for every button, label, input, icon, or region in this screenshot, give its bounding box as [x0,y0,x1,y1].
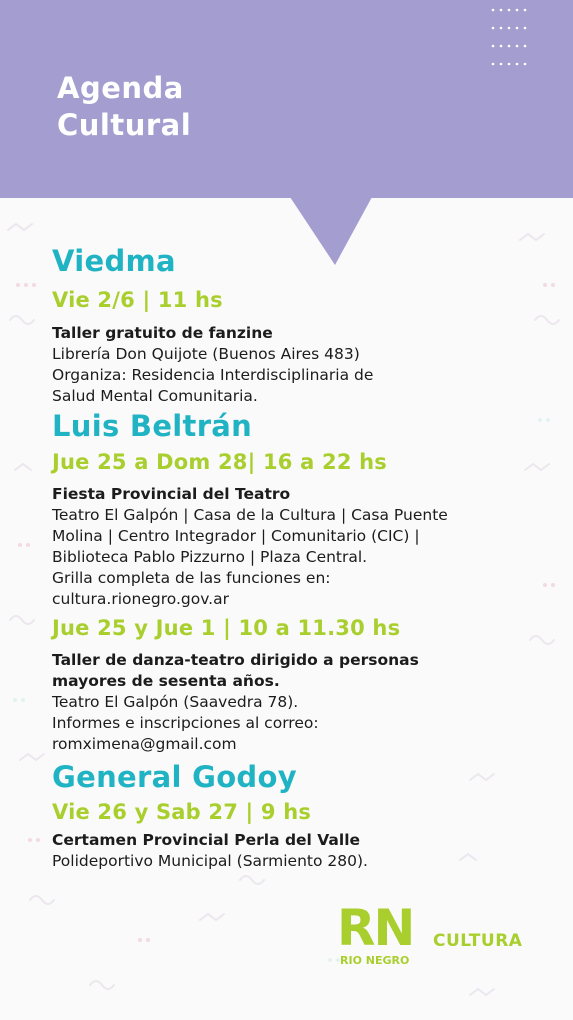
event-title-line: mayores de sesenta años. [52,672,280,690]
event-detail-line: Teatro El Galpón (Saavedra 78). [52,693,299,711]
page-title [57,70,191,144]
event-detail-line: Grilla completa de las funciones en: [52,569,331,587]
event-block-viedma [52,323,552,407]
event-detail-line: Librería Don Quijote (Buenos Aires 483) [52,345,360,363]
event-title-line: Taller de danza-teatro dirigido a personas [52,651,419,669]
event-title: Certamen Provincial Perla del Valle [52,831,361,849]
logo-label: CULTURA [433,931,523,951]
event-detail-line: Teatro El Galpón | Casa de la Cultura | Casa Puente [52,506,448,524]
event-block-general-godoy [52,830,552,872]
city-heading-viedma: Viedma [52,244,176,278]
event-detail-line: Organiza: Residencia Interdisciplinaria de [52,366,374,384]
event-link[interactable]: cultura.rionegro.gov.ar [52,590,229,608]
page-title-line1: Agenda [57,71,184,105]
event-date-luis-beltran-2: Jue 25 y Jue 1 | 10 a 11.30 hs [52,616,401,640]
event-title: Fiesta Provincial del Teatro [52,485,291,503]
event-detail-line: Polideportivo Municipal (Sarmiento 280). [52,852,368,870]
event-title: Taller gratuito de fanzine [52,324,273,342]
city-heading-luis-beltran: Luis Beltrán [52,409,253,443]
event-date-luis-beltran-1: Jue 25 a Dom 28| 16 a 22 hs [52,450,387,474]
event-detail-line: Salud Mental Comunitaria. [52,387,258,405]
event-block-luis-beltran-1 [52,484,552,610]
rio-negro-cultura-logo [337,899,547,974]
event-date-viedma: Vie 2/6 | 11 hs [52,288,223,312]
dots-decoration-icon [490,6,530,72]
event-detail-line: Informes e inscripciones al correo: [52,714,319,732]
event-detail-line: Biblioteca Pablo Pizzurno | Plaza Central. [52,548,368,566]
page-title-line2: Cultural [57,108,192,142]
logo-subtitle: RIO NEGRO [340,954,410,967]
city-heading-general-godoy: General Godoy [52,760,297,794]
event-date-general-godoy: Vie 26 y Sab 27 | 9 hs [52,800,312,824]
event-detail-line: Molina | Centro Integrador | Comunitario (CIC) | [52,527,420,545]
event-block-luis-beltran-2 [52,650,552,755]
event-email[interactable]: romximena@gmail.com [52,735,237,753]
logo-mark: RN [337,899,414,957]
